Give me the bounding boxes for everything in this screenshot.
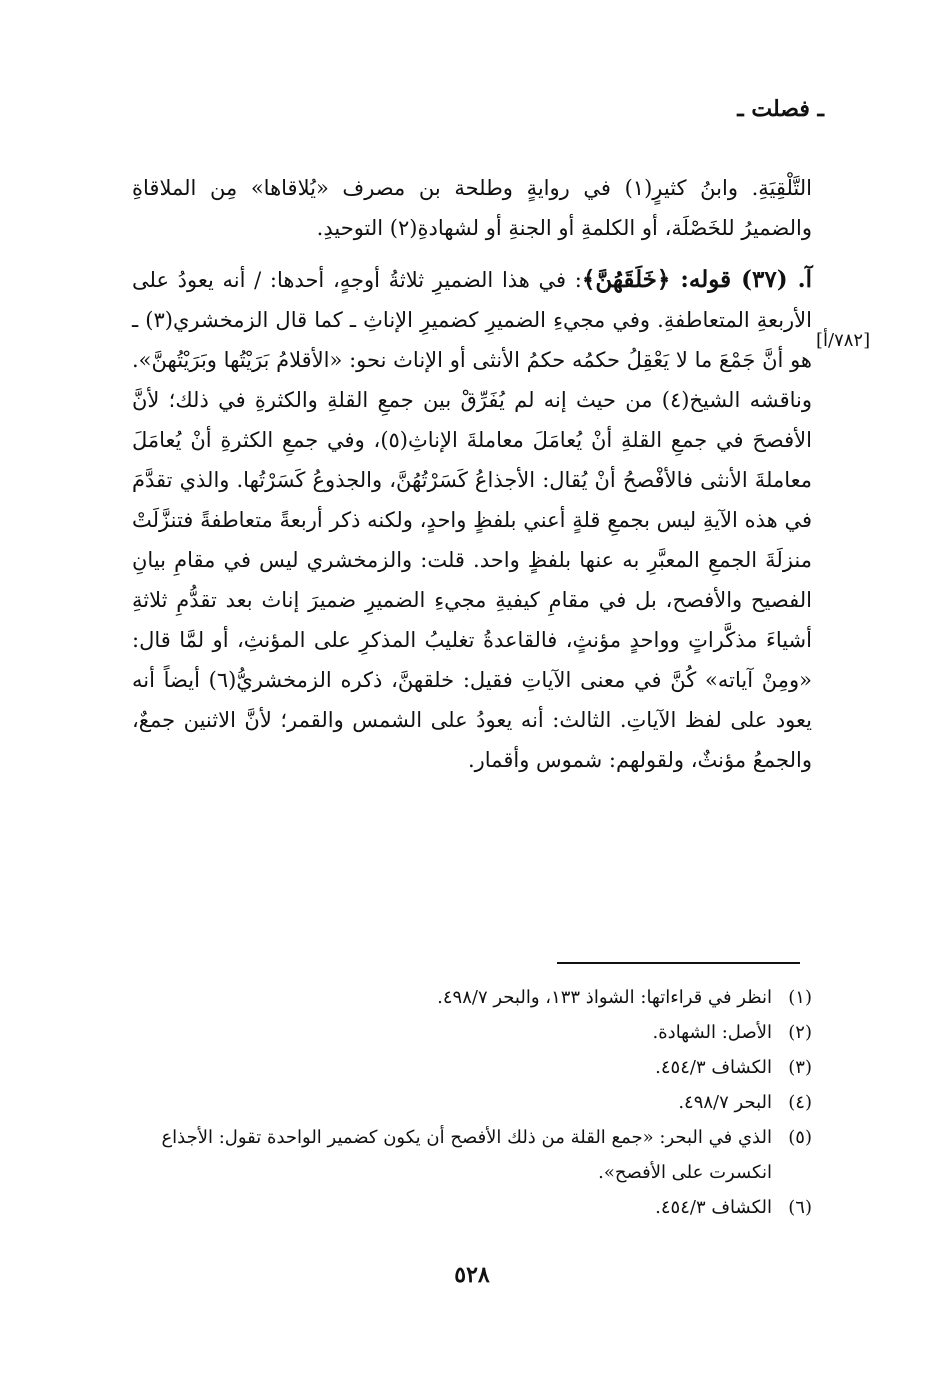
running-header: ـ فصلت ـ — [737, 96, 824, 122]
footnote-text: البحر ٤٩٨/٧. — [678, 1092, 772, 1113]
main-text — [132, 168, 812, 780]
footnote — [132, 1015, 812, 1050]
footnote — [132, 1190, 812, 1225]
footnote-text: الكشاف ٤٥٤/٣. — [655, 1057, 772, 1078]
footnote — [132, 1120, 812, 1190]
paragraph-2 — [132, 260, 812, 780]
footnote-number: (٣) — [788, 1057, 812, 1078]
footnote — [132, 1050, 812, 1085]
footnote-number: (١) — [788, 987, 812, 1008]
footnote-text: الكشاف ٤٥٤/٣. — [655, 1197, 772, 1218]
footnote-number: (٤) — [788, 1092, 812, 1113]
footnote-text: الذي في البحر: «جمع القلة من ذلك الأفصح أن يكون كضمير الواحدة تقول: الأجذاع انكسرت على الأفصح». — [161, 1127, 772, 1183]
manuscript-folio-reference: [٧٨٢/أ] — [816, 330, 871, 351]
footnotes — [132, 980, 812, 1225]
paragraph-2-text: : في هذا الضميرِ ثلاثةُ أوجهٍ، أحدها: / أنه يعودُ على الأربعةِ المتعاطفةِ. وفي مجيءِ الضميرِ كضميرِ الإناثِ ـ كما قال الزمخشري(٣) ـ هو أنَّ جَمْعَ ما لا يَعْقِلُ حكمُه حكمُ الأنثى أو الإناث نحو: «الأقلامُ بَرَيْتُها وبَرَيْتُهنَّ». وناقشه الشيخ(٤) من حيث إنه لم يُفَرِّقْ بين جمعِ القلةِ والكثرةِ في ذلك؛ لأنَّ الأفصحَ في جمعِ القلةِ أنْ يُعامَلَ معاملةَ الإناثِ(٥)، وفي جمعِ الكثرةِ أنْ يُعامَلَ معاملةَ الأنثى فالأفْصحُ أنْ يُقال: الأجذاعُ كَسَرْتُهُنَّ، والجذوعُ كَسَرْتُها. والذي تقدَّمَ في هذه الآيةِ ليس بجمعِ قلةٍ أعني بلفظٍ واحدٍ، ولكنه ذكر أربعةً متعاطفةً فتنزَّلَتْ منزلَةَ الجمعِ المعبَّرِ به عنها بلفظٍ واحد. قلت: والزمخشري ليس في مقامِ بيانِ الفصيح والأفصح، بل في مقامِ كيفيةِ مجيءِ الضميرِ ضميرَ إناث بعد تقدُّمِ ثلاثةِ أشياءَ مذكَّراتٍ وواحدٍ مؤنثٍ، فالقاعدةُ تغليبُ المذكرِ على المؤنثِ، أو لمَّا قال: «ومِنْ آياته» كُنَّ في معنى الآياتِ فقيل: خلقهنَّ، ذكره الزمخشريُّ(٦) أيضاً أنه يعود على لفظ الآياتِ. الثالث: أنه يعودُ على الشمس والقمر؛ لأنَّ الاثنين جمعٌ، والجمعُ مؤنثٌ، ولقولهم: شموس وأقمار. — [132, 268, 812, 772]
footnote-number: (٦) — [788, 1197, 812, 1218]
footnote-number: (٥) — [788, 1127, 812, 1148]
footnote-text: الأصل: الشهادة. — [652, 1022, 772, 1043]
footnote-separator — [557, 962, 800, 964]
footnote-text: انظر في قراءاتها: الشواذ ١٣٣، والبحر ٤٩٨/٧. — [437, 987, 772, 1008]
footnote-number: (٢) — [788, 1022, 812, 1043]
page-number: ٥٢٨ — [454, 1262, 490, 1288]
paragraph-1: التَّلْقِيَةِ. وابنُ كثيرٍ(١) في روايةٍ وطلحة بن مصرف «يُلاقاها» مِن الملاقاةِ والضميرُ للخَصْلَة، أو الكلمةِ أو الجنةِ أو لشهادةِ(٢) التوحيدِ. — [132, 176, 813, 240]
footnote — [132, 980, 812, 1015]
footnote — [132, 1085, 812, 1120]
verse-heading: آ. (٣٧) قوله: ﴿خَلَقَهُنَّ﴾ — [581, 266, 812, 293]
